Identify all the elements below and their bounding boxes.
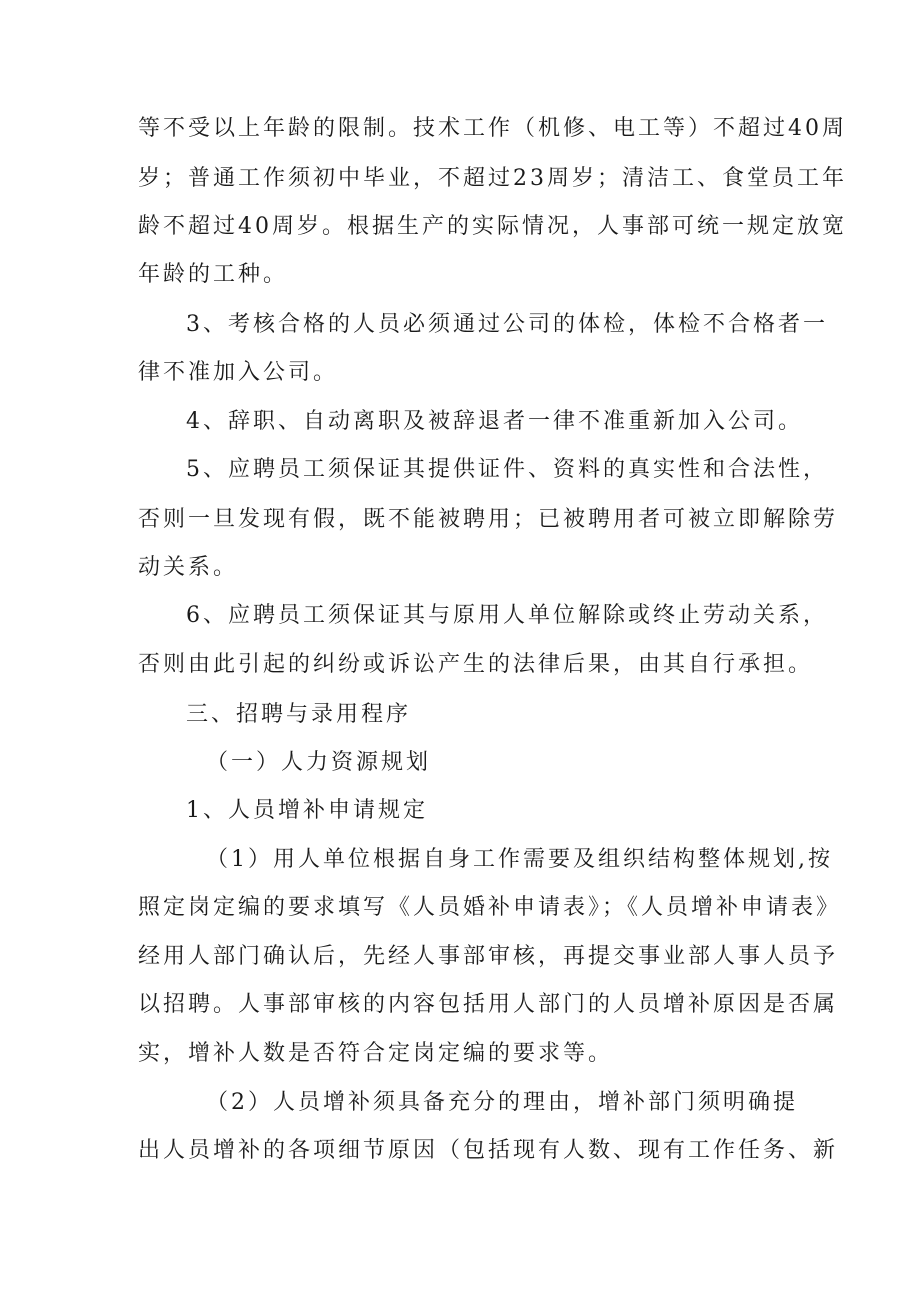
- text-line-20: 实，增补人数是否符合定岗定编的要求等。: [138, 1041, 614, 1066]
- text-line-9: 否则一旦发现有假，既不能被聘用；已被聘用者可被立即解除劳: [138, 507, 839, 532]
- text-line-11: 6、应聘员工须保证其与原用人单位解除或终止劳动关系，: [186, 603, 828, 628]
- text-line-3: 龄不超过40周岁。根据生产的实际情况，人事部可统一规定放宽: [138, 214, 847, 239]
- text-line-21: （2）人员增补须具备充分的理由，增补部门须明确提: [206, 1090, 798, 1115]
- subsection-heading: （一）人力资源规划: [206, 750, 432, 775]
- text-line-18: 经用人部门确认后，先经人事部审核，再提交事业部人事人员予: [138, 944, 839, 969]
- text-line-10: 动关系。: [138, 555, 239, 580]
- text-line-6: 律不准加入公司。: [138, 360, 339, 385]
- section-heading: 三、招聘与录用程序: [186, 702, 412, 727]
- text-line-8: 5、应聘员工须保证其提供证件、资料的真实性和合法性，: [186, 457, 828, 482]
- text-line-16: （1）用人单位根据自身工作需要及组织结构整体规划,按: [206, 847, 833, 872]
- text-line-12: 否则由此引起的纠纷或诉讼产生的法律后果，由其自行承担。: [138, 652, 814, 677]
- text-line-2: 岁；普通工作须初中毕业，不超过23周岁；清洁工、食堂员工年: [138, 166, 847, 191]
- text-line-1: 等不受以上年龄的限制。技术工作（机修、电工等）不超过40周: [138, 116, 847, 141]
- text-line-17: 照定岗定编的要求填写《人员婚补申请表》；《人员增补申请表》: [138, 895, 842, 920]
- text-line-19: 以招聘。人事部审核的内容包括用人部门的人员增补原因是否属: [138, 992, 839, 1017]
- text-line-5: 3、考核合格的人员必须通过公司的体检，体检不合格者一: [186, 312, 828, 337]
- text-line-22: 出人员增补的各项细节原因（包括现有人数、现有工作任务、新: [138, 1138, 839, 1163]
- item-heading: 1、人员增补申请规定: [186, 798, 428, 823]
- text-line-4: 年龄的工种。: [138, 262, 289, 287]
- text-line-7: 4、辞职、自动离职及被辞退者一律不准重新加入公司。: [186, 409, 803, 434]
